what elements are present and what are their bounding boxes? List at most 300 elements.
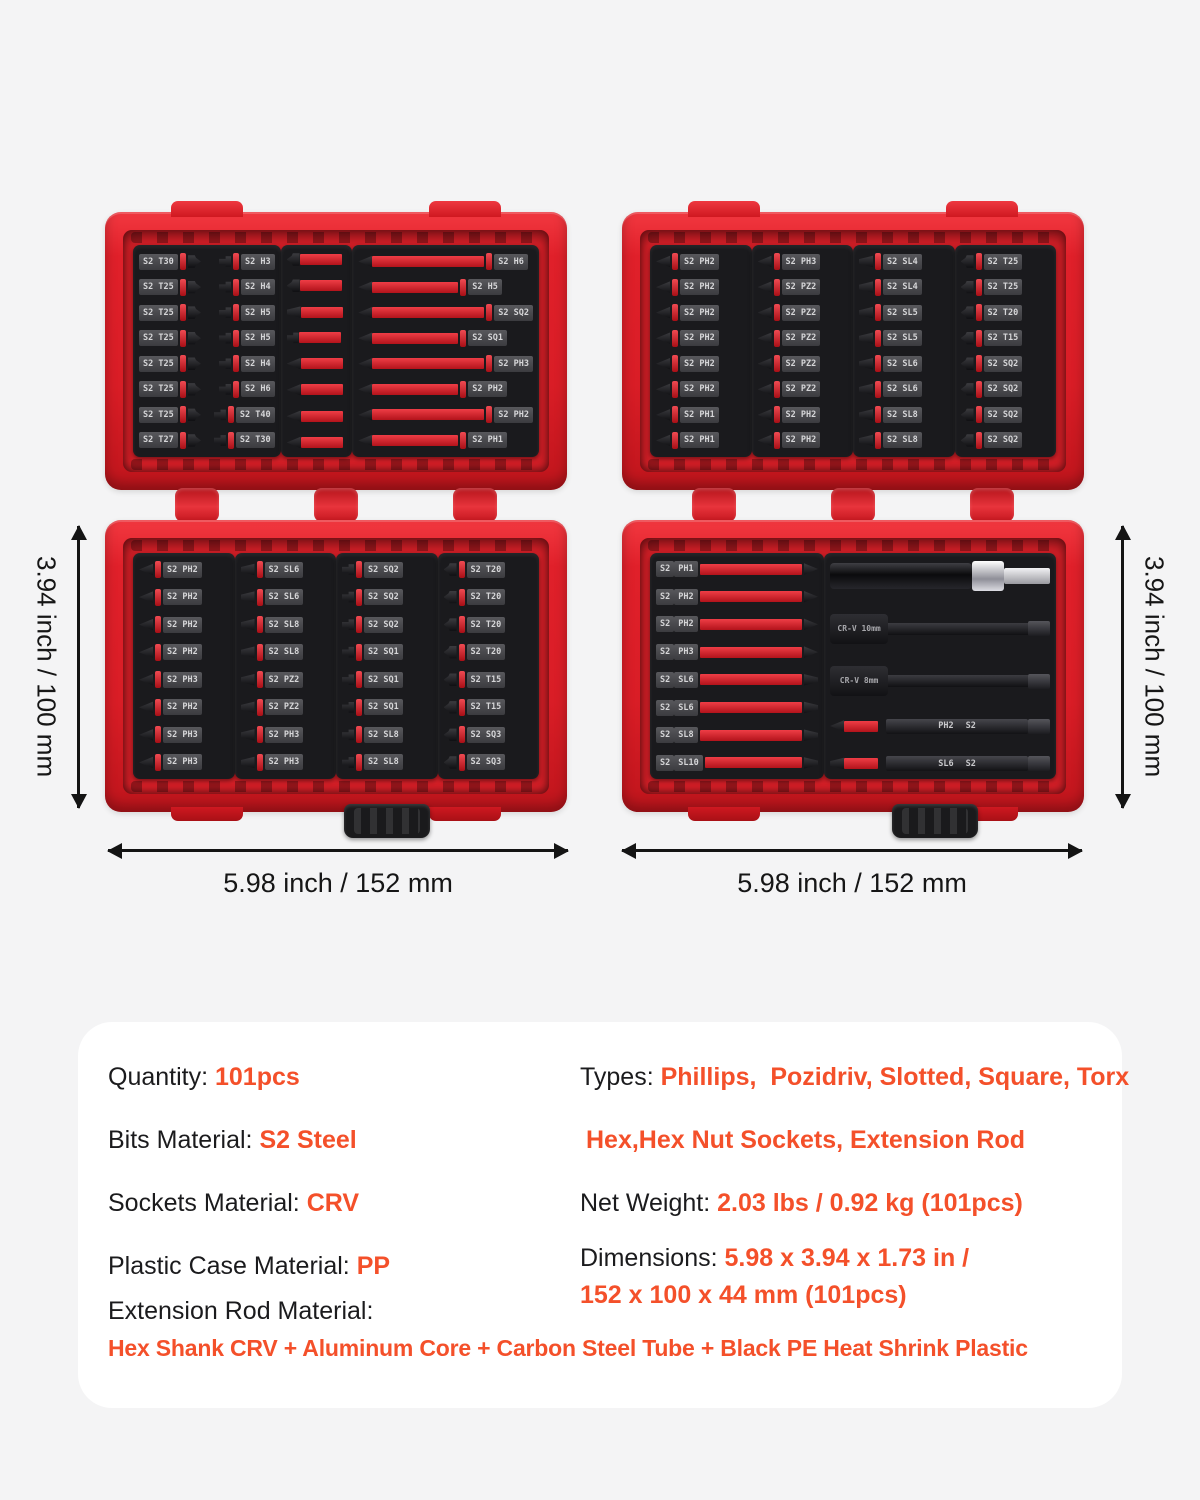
bit-label: S2 — [656, 755, 674, 771]
tx-bit-tip — [188, 408, 201, 421]
bit-collar — [356, 561, 362, 578]
bit-collar — [356, 754, 362, 771]
bit — [241, 671, 331, 688]
bit-label: S2 T25 — [984, 279, 1023, 295]
bit-holder — [133, 245, 281, 457]
ph-bit-tip — [139, 646, 153, 659]
bit-label: S2 PH3 — [782, 254, 821, 270]
hinge-knuckle — [692, 488, 736, 522]
bit-collar — [774, 406, 780, 423]
bit — [139, 432, 201, 449]
bit-collar — [774, 432, 780, 449]
socket-hex-tail — [1028, 621, 1050, 636]
bit-label: S2 SL5 — [883, 305, 922, 321]
bit-label: S2 PH3 — [494, 356, 533, 372]
bit-collar — [875, 381, 881, 398]
bit-shaft — [301, 384, 343, 395]
bit-collar — [180, 381, 186, 398]
bit-shaft — [372, 384, 458, 395]
bit-collar — [774, 355, 780, 372]
bit — [139, 355, 201, 372]
bit-label: S2 PH2 — [163, 699, 202, 715]
case-clasp-tab — [171, 201, 243, 217]
extension-rod-tube — [830, 563, 972, 589]
spec-label: Net Weight: — [580, 1189, 718, 1217]
bit-collar — [976, 381, 982, 398]
bit-pair — [139, 279, 275, 296]
bit-label: S2 H3 — [241, 254, 275, 270]
spec-quantity — [108, 1062, 300, 1092]
bit-collar — [257, 726, 263, 743]
bit-pair — [139, 355, 275, 372]
bit-label: S2 PH2 — [468, 381, 507, 397]
bit-pair — [139, 406, 275, 423]
spec-value: S2 Steel — [259, 1126, 357, 1154]
bit — [342, 754, 432, 771]
tx-bit-tip — [444, 591, 457, 604]
bit — [342, 699, 432, 716]
spec-dimensions — [580, 1243, 969, 1273]
sl-bit-tip — [241, 618, 255, 631]
bit-label: S2 H6 — [494, 254, 528, 270]
bit-label: S2 T25 — [139, 330, 178, 346]
bit-pair — [139, 304, 275, 321]
spec-value: 5.98 x 3.94 x 1.73 in / — [724, 1244, 970, 1272]
bit-holder — [824, 553, 1056, 779]
ph-bit-tip — [758, 434, 772, 447]
bit-collar — [180, 406, 186, 423]
bit — [859, 330, 949, 347]
bit — [656, 381, 746, 398]
sl-bit-tip — [804, 756, 818, 769]
spec-value: Hex Shank CRV + Aluminum Core + Carbon Steel Tube + Black PE Heat Shrink Plastic — [108, 1335, 1028, 1361]
bit-label: S2 — [656, 589, 674, 605]
bit-label: S2 SQ1 — [364, 672, 403, 688]
bit-collar — [257, 616, 263, 633]
socket-hex-tail — [1028, 674, 1050, 689]
bit-holder — [955, 245, 1057, 457]
case-clasp-tab — [429, 201, 501, 217]
spec-value: 101pcs — [215, 1063, 300, 1091]
bit-collar — [976, 330, 982, 347]
spec-label: Extension Rod Material: — [108, 1297, 374, 1325]
bit-label: S2 PH3 — [265, 727, 304, 743]
spec-value: Hex,Hex Nut Sockets, Extension Rod — [586, 1126, 1026, 1154]
left-case-base — [105, 520, 567, 812]
ph-bit-tip — [139, 591, 153, 604]
bit-label: S2 PH2 — [680, 356, 719, 372]
bit — [859, 279, 949, 296]
bit-label: S2 SQ2 — [364, 589, 403, 605]
bit — [656, 253, 746, 270]
ph-bit-tip — [358, 383, 372, 396]
sq-bit-tip — [342, 619, 354, 631]
sl-bit-tip — [804, 673, 818, 686]
bit-label: S2 SQ2 — [984, 381, 1023, 397]
tx-bit-tip — [444, 563, 457, 576]
ph-bit-tip — [804, 618, 818, 631]
bit-label: S2 PZ2 — [782, 381, 821, 397]
sl-bit-tip — [830, 757, 844, 770]
bit — [139, 644, 229, 661]
bit-label: S2 SL6 — [883, 381, 922, 397]
bit-collar — [155, 561, 161, 578]
bit-label: PH2 — [938, 721, 954, 731]
right-case-lid-tray — [640, 230, 1066, 472]
bit-hex-shank — [886, 756, 1028, 771]
width-dimension-label-left: 5.98 inch / 152 mm — [223, 868, 453, 898]
bit-label: S2 SL6 — [883, 356, 922, 372]
bit-collar — [486, 355, 492, 372]
bit-label: S2 T20 — [467, 644, 506, 660]
spec-label: Types: — [580, 1063, 661, 1091]
tx-bit-tip — [961, 306, 974, 319]
spec-value: 2.03 lbs / 0.92 kg (101pcs) — [717, 1189, 1023, 1217]
bit-collar — [155, 589, 161, 606]
bit-collar — [257, 561, 263, 578]
ph-bit-tip — [358, 332, 372, 345]
bit-label: S2 SL8 — [883, 407, 922, 423]
left-case-lid-tray — [123, 230, 549, 472]
sl-bit-tip — [241, 646, 255, 659]
bit-shaft — [700, 702, 802, 713]
bit — [444, 671, 534, 688]
bit-label: S2 H4 — [241, 356, 275, 372]
spec-case-material — [108, 1251, 390, 1281]
tx-bit-tip — [444, 756, 457, 769]
ph-bit-tip — [287, 383, 301, 396]
bit-label: PH2 — [674, 616, 697, 632]
bit — [961, 253, 1051, 270]
tx-bit-tip — [188, 255, 201, 268]
bit-shaft — [300, 280, 342, 291]
bit — [358, 355, 533, 372]
bit — [139, 754, 229, 771]
bit-collar — [672, 355, 678, 372]
bit-shaft — [705, 757, 802, 768]
bit-collar — [976, 279, 982, 296]
ph-bit-tip — [656, 255, 670, 268]
bit-shaft — [700, 674, 802, 685]
bit-pair — [139, 381, 275, 398]
bit-collar — [155, 726, 161, 743]
bit-label: S2 T20 — [467, 562, 506, 578]
socket-shank — [888, 675, 1028, 687]
ph-bit-tip — [804, 646, 818, 659]
bit — [758, 253, 848, 270]
bit-collar — [672, 279, 678, 296]
ph-bit-tip — [758, 255, 772, 268]
bit-hex-tail — [1028, 756, 1050, 771]
ph-bit-tip — [287, 357, 301, 370]
ph-bit-tip — [656, 306, 670, 319]
bit-label: SL10 — [674, 755, 702, 771]
bit-collar — [672, 432, 678, 449]
bit-collar — [257, 754, 263, 771]
bit — [219, 381, 275, 398]
bit-collar — [460, 279, 466, 296]
left-lid-bit-panel — [133, 245, 539, 457]
tx-bit-tip — [961, 281, 974, 294]
bit-label: S2 PH2 — [680, 305, 719, 321]
spec-label: Plastic Case Material: — [108, 1252, 357, 1280]
bit — [656, 755, 818, 771]
bit — [444, 699, 534, 716]
bit-collar — [976, 406, 982, 423]
bit — [219, 304, 275, 321]
hinge-knuckle — [831, 488, 875, 522]
bit — [219, 355, 275, 372]
bit-label: S2 SQ1 — [364, 699, 403, 715]
bit-hex-tail — [1028, 719, 1050, 734]
sq-bit-tip — [219, 256, 231, 268]
bit-collar — [233, 381, 239, 398]
bit-collar — [155, 699, 161, 716]
bit-label: S2 T20 — [467, 589, 506, 605]
bit-label: S2 SQ1 — [364, 644, 403, 660]
bit — [214, 432, 275, 449]
bit-collar — [875, 330, 881, 347]
sq-bit-tip — [342, 646, 354, 658]
bit — [656, 279, 746, 296]
bit-label: S2 T20 — [984, 305, 1023, 321]
bit-shaft — [844, 721, 878, 732]
height-dimension-arrow-left — [77, 526, 80, 808]
case-foot-tab — [171, 807, 243, 821]
bit — [287, 357, 347, 370]
bit — [444, 726, 534, 743]
bit-label: S2 — [656, 616, 674, 632]
ph-bit-tip — [758, 383, 772, 396]
bit-holder — [336, 553, 438, 779]
spec-types — [580, 1062, 1129, 1092]
ph-bit-tip — [139, 673, 153, 686]
bit-collar — [459, 699, 465, 716]
bit-label: S2 PH3 — [163, 672, 202, 688]
bit-shaft — [700, 591, 802, 602]
spec-value: CRV — [306, 1189, 360, 1217]
bit-collar — [774, 330, 780, 347]
bit-label: S2 T25 — [139, 305, 178, 321]
ph-bit-tip — [358, 408, 372, 421]
bit — [342, 561, 432, 578]
bit-label: S2 PZ2 — [265, 672, 304, 688]
bit-label: S2 PH1 — [680, 432, 719, 448]
spec-label: Bits Material: — [108, 1126, 260, 1154]
ph-bit-tip — [830, 720, 844, 733]
bit-collar — [672, 304, 678, 321]
extension-rod — [830, 561, 1050, 591]
bit — [758, 330, 848, 347]
bit-label: S2 PH2 — [680, 381, 719, 397]
bit-holder — [438, 553, 540, 779]
ph-bit-tip — [656, 408, 670, 421]
bit-label: S2 SL8 — [364, 754, 403, 770]
bit — [139, 330, 201, 347]
bit-label: S2 T25 — [984, 254, 1023, 270]
ph-bit-tip — [358, 281, 372, 294]
bit-collar — [155, 644, 161, 661]
bit-label: S2 H5 — [241, 330, 275, 346]
spec-dimensions-continued — [580, 1280, 907, 1310]
sq-bit-tip — [342, 591, 354, 603]
bit — [656, 727, 818, 743]
bit-collar — [356, 616, 362, 633]
sq-bit-tip — [342, 701, 354, 713]
bit-collar — [233, 253, 239, 270]
sl-bit-tip — [241, 563, 255, 576]
sl-bit-tip — [859, 281, 873, 294]
bit — [656, 672, 818, 688]
bit — [139, 279, 201, 296]
bit-label: S2 SL8 — [265, 644, 304, 660]
bit — [358, 330, 533, 347]
sq-bit-tip — [219, 358, 231, 370]
bit-label: S2 SQ2 — [494, 305, 533, 321]
bit-collar — [459, 589, 465, 606]
ph-bit-tip — [287, 436, 301, 449]
ph-bit-tip — [358, 357, 372, 370]
bit — [859, 355, 949, 372]
bit-label: S2 H5 — [241, 305, 275, 321]
bit — [656, 616, 818, 632]
spec-value: Phillips, Pozidriv, Slotted, Square, Torx — [660, 1063, 1130, 1091]
bit-label: S2 T25 — [139, 356, 178, 372]
case-latch — [344, 804, 430, 838]
sl-bit-tip — [804, 701, 818, 714]
tx-bit-tip — [188, 383, 201, 396]
sq-bit-tip — [214, 434, 226, 446]
bit — [139, 561, 229, 578]
bit — [342, 616, 432, 633]
bit-collar — [459, 754, 465, 771]
bit — [444, 644, 534, 661]
ph-bit-tip — [139, 728, 153, 741]
bit-shaft — [300, 254, 342, 265]
width-dimension-arrow-right — [622, 849, 1082, 852]
bit-collar — [180, 253, 186, 270]
ph-bit-tip — [804, 590, 818, 603]
bit — [214, 406, 275, 423]
ph-bit-tip — [804, 563, 818, 576]
bit — [287, 253, 347, 266]
spec-value: PP — [356, 1252, 391, 1280]
bit-label: S2 PH1 — [680, 407, 719, 423]
bit-collar — [672, 381, 678, 398]
bit-label: S2 T25 — [139, 279, 178, 295]
tx-bit-tip — [287, 279, 300, 292]
bit-collar — [774, 381, 780, 398]
bit-label: S2 PH2 — [680, 279, 719, 295]
bit — [219, 330, 275, 347]
bit-collar — [180, 432, 186, 449]
bit-label: S2 — [965, 721, 976, 731]
bit — [287, 436, 347, 449]
bit-collar — [459, 561, 465, 578]
bit-label: PH1 — [674, 561, 697, 577]
bit-label: S2 T15 — [984, 330, 1023, 346]
bit-label: S2 — [656, 561, 674, 577]
bit-collar — [976, 355, 982, 372]
bit-label: S2 T27 — [139, 432, 178, 448]
bit-label: S2 PH3 — [265, 754, 304, 770]
bit-label: S2 — [656, 672, 674, 688]
bit — [859, 253, 949, 270]
case-latch — [892, 804, 978, 838]
tx-bit-tip — [961, 332, 974, 345]
ph-bit-tip — [656, 357, 670, 370]
bit-pair — [139, 253, 275, 270]
case-foot-tab — [429, 807, 501, 821]
bit-shaft — [372, 358, 484, 369]
right-case-lid — [622, 212, 1084, 490]
bit-holder — [752, 245, 854, 457]
bit-collar — [356, 699, 362, 716]
bit-label: S2 PZ2 — [265, 699, 304, 715]
bit-label: S2 H6 — [241, 381, 275, 397]
sq-bit-tip — [219, 281, 231, 293]
bit-collar — [356, 589, 362, 606]
sq-bit-tip — [342, 674, 354, 686]
bit-collar — [155, 671, 161, 688]
bit — [961, 330, 1051, 347]
sq-bit-tip — [342, 729, 354, 741]
tx-bit-tip — [961, 357, 974, 370]
bit-collar — [875, 279, 881, 296]
bit-shaft — [372, 256, 484, 267]
bit-collar — [180, 279, 186, 296]
sq-bit-tip — [342, 564, 354, 576]
bit-shaft — [700, 730, 802, 741]
ph-bit-tip — [656, 383, 670, 396]
bit-label: S2 PH2 — [163, 562, 202, 578]
bit-collar — [459, 726, 465, 743]
sl-bit-tip — [859, 357, 873, 370]
bit — [358, 304, 533, 321]
bit-collar — [257, 644, 263, 661]
bit — [358, 432, 533, 449]
bit — [656, 589, 818, 605]
bit — [758, 304, 848, 321]
ph-bit-tip — [656, 332, 670, 345]
sl-bit-tip — [859, 434, 873, 447]
bit-collar — [460, 330, 466, 347]
ph-bit-tip — [139, 618, 153, 631]
bit — [287, 383, 347, 396]
bit-collar — [672, 253, 678, 270]
sq-bit-tip — [287, 332, 299, 344]
long-hex-bit — [830, 756, 1050, 771]
hinge-knuckle — [970, 488, 1014, 522]
bit-collar — [672, 406, 678, 423]
bit — [287, 332, 347, 344]
bit-label: SL6 — [674, 672, 697, 688]
height-dimension-label-right: 3.94 inch / 100 mm — [1139, 556, 1170, 778]
bit — [219, 253, 275, 270]
spec-sockets-material — [108, 1188, 359, 1218]
bit — [241, 561, 331, 578]
ph-bit-tip — [758, 281, 772, 294]
bit-shaft — [301, 358, 343, 369]
bit-shaft — [372, 435, 458, 446]
bit-label: S2 — [656, 644, 674, 660]
bit — [859, 406, 949, 423]
width-dimension-arrow-left — [108, 849, 568, 852]
height-dimension-label-left: 3.94 inch / 100 mm — [31, 556, 62, 778]
bit-collar — [459, 616, 465, 633]
bit-label: S2 SQ2 — [364, 562, 403, 578]
tx-bit-tip — [188, 306, 201, 319]
